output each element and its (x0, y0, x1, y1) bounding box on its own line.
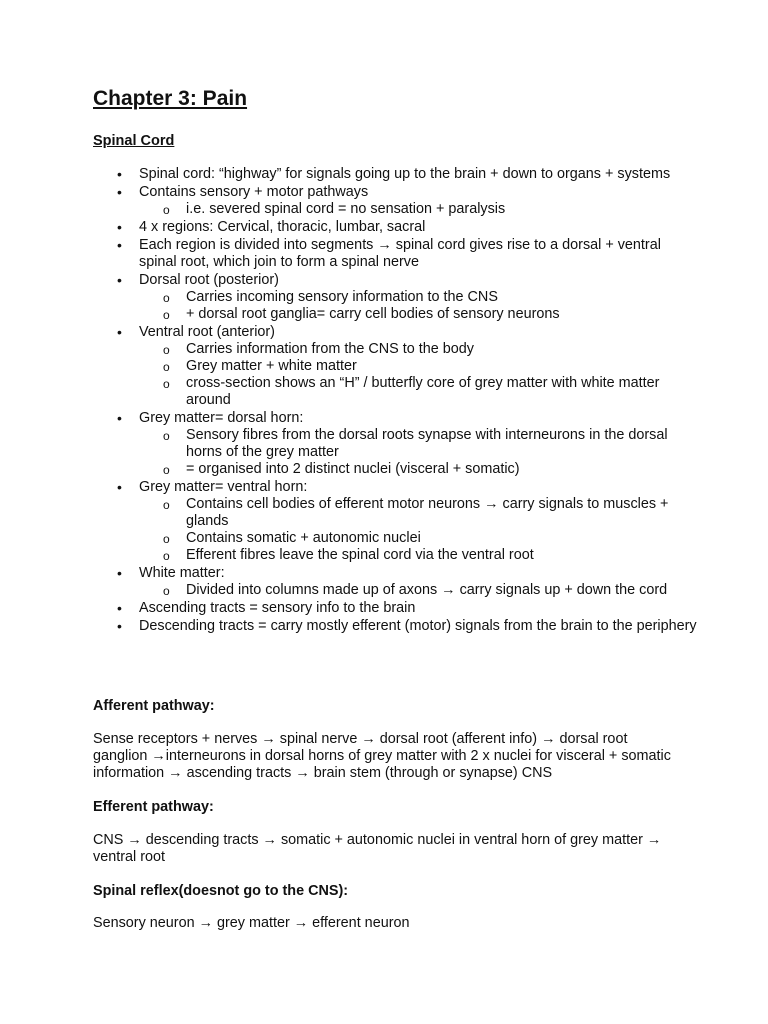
bullet-text: Ascending tracts = sensory info to the brain (139, 600, 416, 616)
bullet-text: Grey matter= dorsal horn: (139, 410, 304, 426)
bullet-item (139, 479, 699, 564)
sub-bullet-item: o Contains somatic + autonomic nuclei (139, 530, 699, 547)
chapter-title: Chapter 3: Pain (93, 87, 248, 110)
sub-bullet-item: o Contains cell bodies of efferent motor neurons → carry signals to muscles + glands (139, 496, 699, 530)
sub-bullet-list (139, 201, 699, 218)
sub-bullet-item: o Carries information from the CNS to the body (139, 341, 699, 358)
bullet-text: Descending tracts = carry mostly efferent (motor) signals from the brain to the periphery (139, 618, 697, 634)
bullet-text: Grey matter= ventral horn: (139, 479, 308, 495)
bullet-text: Dorsal root (posterior) (139, 272, 279, 288)
sub-bullet-item: o + dorsal root ganglia= carry cell bodies of sensory neurons (139, 306, 699, 323)
sub-bullet-list (139, 496, 699, 564)
reflex-heading: Spinal reflex(doesnot go to the CNS): (93, 883, 349, 899)
sub-bullet-item: o cross-section shows an “H” / butterfly core of grey matter with white matter around (139, 375, 699, 409)
bullet-item (139, 166, 699, 183)
bullet-text: Ventral root (anterior) (139, 324, 275, 340)
sub-bullet-item: o Efferent fibres leave the spinal cord via the ventral root (139, 547, 699, 564)
sub-bullet-item: o Divided into columns made up of axons → carry signals up + down the cord (139, 582, 699, 599)
bullet-text: Each region is divided into segments → spinal cord gives rise to a dorsal + ventral spinal root, which join to form a spinal nerve (139, 237, 661, 270)
sub-bullet-item: o Carries incoming sensory information to the CNS (139, 289, 699, 306)
sub-bullet-list (139, 341, 699, 409)
bullet-text: Contains sensory + motor pathways (139, 184, 369, 200)
sub-bullet-item: o = organised into 2 distinct nuclei (visceral + somatic) (139, 461, 699, 478)
sub-bullet-item: o i.e. severed spinal cord = no sensation + paralysis (139, 201, 699, 218)
bullet-item (139, 184, 699, 218)
bullet-item (139, 272, 699, 323)
bullet-item (139, 410, 699, 478)
bullet-item (139, 324, 699, 409)
sub-bullet-list (139, 289, 699, 323)
bullet-item (139, 237, 699, 271)
afferent-text: Sense receptors + nerves → spinal nerve → dorsal root (afferent info) → dorsal root ganglion →interneurons in dorsal horns of grey matter with 2 x nuclei for visceral + somatic information → ascending tracts → brain stem (through or synapse) CNS (93, 731, 671, 781)
bullet-text: White matter: (139, 565, 225, 581)
sub-bullet-list (139, 427, 699, 478)
sub-bullet-item: o Sensory fibres from the dorsal roots synapse with interneurons in the dorsal horns of the grey matter (139, 427, 699, 461)
bullet-item (139, 600, 699, 617)
bullet-item (139, 618, 699, 635)
reflex-text: Sensory neuron → grey matter → efferent neuron (93, 915, 410, 931)
efferent-heading: Efferent pathway: (93, 799, 214, 815)
bullet-item (139, 219, 699, 236)
afferent-heading: Afferent pathway: (93, 698, 215, 714)
bullet-text: 4 x regions: Cervical, thoracic, lumbar, sacral (139, 219, 426, 235)
sub-bullet-list (139, 582, 699, 599)
efferent-text: CNS → descending tracts → somatic + autonomic nuclei in ventral horn of grey matter → ventral root (93, 832, 662, 865)
sub-bullet-item: o Grey matter + white matter (139, 358, 699, 375)
bullet-item (139, 565, 699, 599)
bullet-text: Spinal cord: “highway” for signals going up to the brain + down to organs + systems (139, 166, 671, 182)
bullet-list (139, 166, 699, 636)
section-title: Spinal Cord (93, 133, 175, 149)
